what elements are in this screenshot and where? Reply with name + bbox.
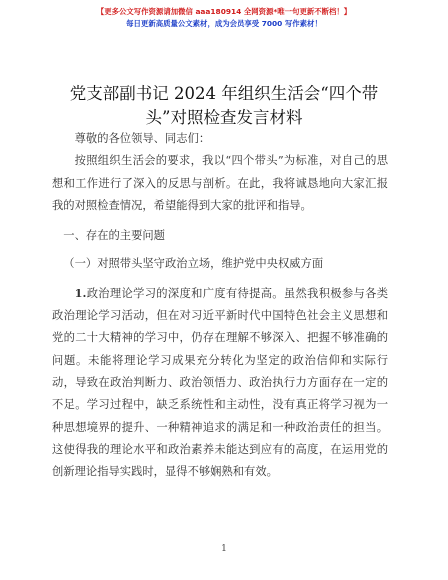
promo-banner-line-2: 每日更新高质量公文素材，成为会员享受 7000 写作素材！ xyxy=(126,19,322,28)
promo-banner xyxy=(0,6,448,30)
document-title-line-2: 头”对照检查发言材料 xyxy=(145,108,303,127)
document-title-line-1: 党支部副书记 2024 年组织生活会“四个带 xyxy=(69,84,379,103)
promo-banner-line-1: 【更多公文写作资源请加微信 aaa180914 全网资源*唯一句更新不断档！】 xyxy=(96,7,352,16)
item-number: 1. xyxy=(74,285,87,300)
section-heading: 一、存在的主要问题 xyxy=(63,229,165,243)
salutation: 尊敬的各位领导、同志们： xyxy=(74,132,211,145)
intro-paragraph: 按照组织生活会的要求，我以“四个带头”为标准，对自己的思想和工作进行了深入的反思与剖析。在此，我将诚恳地向大家汇报我的对照检查情况，希望能得到大家的批评和指导。 xyxy=(52,154,388,212)
item-text: 政治理论学习的深度和广度有待提高。虽然我积极参与各类政治理论学习活动，但在对习近平新时代中国特色社会主义思想和党的二十大精神的学习中，仍存在理解不够深入、把握不够准确的问题。未能将理论学习成果充分转化为坚定的政治信仰和实际行动，导致在政治判断力、政治领悟力、政治执行力方面存在一定的不足。学习过程中，缺乏系统性和主动性，没有真正将学习视为一种思想境界的提升、一种精神追求的满足和一种政治责任的担当。这使得我的理论水平和政治素养未能达到应有的高度，在运用党的创新理论指导实践时，显得不够娴熟和有效。 xyxy=(52,286,388,479)
document-body xyxy=(52,128,388,483)
page-number: 1 xyxy=(221,544,227,554)
item-paragraph xyxy=(52,282,388,484)
document-title xyxy=(50,82,398,130)
subsection-heading: （一）对照带头坚守政治立场，维护党中央权威方面 xyxy=(63,257,324,271)
